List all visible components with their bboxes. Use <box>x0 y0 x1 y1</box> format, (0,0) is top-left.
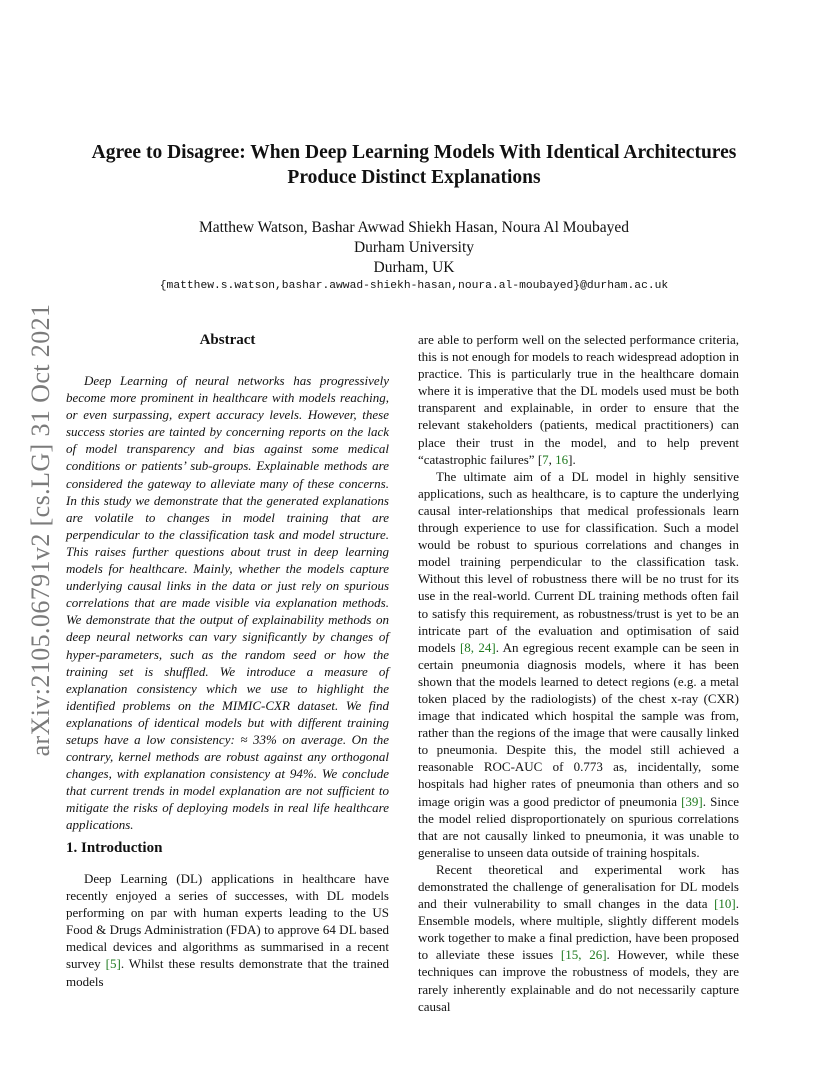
abstract-section <box>66 372 389 834</box>
right-p3-text-c: . However, while these techniques can improve the robustness of models, they are rarely inherently explainable and do not necessarily capture causal <box>418 947 739 1014</box>
paper-title-line1: Agree to Disagree: When Deep Learning Models With Identical Architectures <box>91 142 737 163</box>
author-names: Matthew Watson, Bashar Awwad Shiekh Hasan, Noura Al Moubayed <box>198 219 630 236</box>
right-p1-text-a: are able to perform well on the selected performance criteria, this is not enough for models to reach widespread adoption in practice. This is particularly true in the healthcare domain where it is imperative that the DL models used must be both transparent and explainable, in order to ensure that the relevant stakeholders (patients, medical practitioners) can place their trust in the model, and to help prevent “catastrophic failures” <box>418 332 739 467</box>
intro-paragraph-1 <box>66 870 389 990</box>
right-p1-bracket-open: [ <box>537 451 543 467</box>
right-p1-text-b: . <box>572 451 576 467</box>
paper-title-line2: Produce Distinct Explanations <box>287 167 541 188</box>
abstract-heading: Abstract <box>199 332 256 348</box>
intro-p1-text-a: Deep Learning (DL) applications in healthcare have recently enjoyed a series of successes, with DL models performing on par with human experts leading to the US Food & Drugs Administration (FDA) to approve 64 DL based medical devices and algorithms as summarised in a recent survey <box>66 871 389 972</box>
right-column <box>418 331 739 1015</box>
author-block <box>60 218 768 278</box>
abstract-text: Deep Learning of neural networks has progressively become more prominent in healthcare with models reaching, or even surpassing, expert accuracy levels. However, these success stories are tainted by concerning reports on the lack of model transparency and bias against some medical conditions or patients’ sub-groups. Explainable methods are considered the gateway to alleviate many of these concerns. In this study we demonstrate that the generated explanations are volatile to changes in model training that are perpendicular to the classification task and model structure. This raises further questions about trust in deep learning models for healthcare. Mainly, whether the models capture underlying causal links in the data or just rely on spurious correlations that are made visible via explanation methods. We demonstrate that the output of explainability methods on deep neural networks can vary significantly by changes of hyper-parameters, such as the random seed or how the training set is shuffled. We introduce a measure of explanation consistency which we use to highlight the identified problems on the MIMIC-CXR dataset. We find explanations of identical models but with different training setups have a low consistency: ≈ 33% on average. On the contrary, kernel methods are robust against any orthogonal changes, with explanation consistency at 94%. We conclude that current trends in model explanation are not sufficient to mitigate the risks of deploying models in real life healthcare applications. <box>66 373 389 833</box>
arxiv-identifier-text: arXiv:2105.06791v2 [cs.LG] 31 Oct 2021 <box>26 303 55 757</box>
right-paragraph-3 <box>418 861 739 1015</box>
right-p1-bracket-close: ] <box>568 451 573 467</box>
right-p3-text-a: Recent theoretical and experimental work has demonstrated the challenge of generalisation for DL models and their vulnerability to small changes in the data <box>418 861 739 912</box>
intro-p1-text-b: . Whilst these results demonstrate that the trained models <box>66 956 389 989</box>
right-p2-text-a: The ultimate aim of a DL model in highly sensitive applications, such as healthcare, is to capture the underlying causal inter-relationships that medical professionals learn through experience to use for classification. Such a model would be robust to spurious correlations and changes in model training perpendicular to the classification task. Without this level of robustness there will be no trust for its use in the real-world. Current DL training methods often fail to satisfy this requirement, as robustness/trust is yet to be an intricate part of the evaluation and optimisation of said models <box>418 468 739 655</box>
citation-7[interactable]: 7 <box>542 451 549 467</box>
author-affiliation: Durham University <box>353 239 475 256</box>
paper-title <box>60 140 768 190</box>
introduction-heading: 1. Introduction <box>66 840 163 856</box>
citation-39[interactable]: [39] <box>681 793 703 809</box>
citation-8-24[interactable]: [8, 24] <box>459 639 496 655</box>
introduction-left-column <box>66 870 389 990</box>
right-p2-text-c: . Since the model relied disproportionately on spurious correlations that are not causally linked to pneumonia, it was unable to generalise to unseen data outside of training hospitals. <box>418 793 739 860</box>
citation-5[interactable]: [5] <box>105 956 121 972</box>
arxiv-identifier-stamp <box>21 290 61 770</box>
right-p2-text-b: . An egregious recent example can be seen in certain pneumonia diagnosis models, where it has been shown that the models learned to detect regions (e.g. a metal token placed by the radiologists) of the chest x-ray (CXR) image that indicated which hospital the sample was from, rather than the regions of the image that were causally linked to pneumonia. Despite this, the model still achieved a reasonable ROC-AUC of 0.773 as, incidentally, some hospitals had higher rates of pneumonia than others and so image origin was a good predictor of pneumonia <box>418 639 739 809</box>
right-p3-text-b: . Ensemble models, where multiple, slightly different models work together to make a final prediction, have been proposed to alleviate these issues <box>418 896 739 963</box>
author-location: Durham, UK <box>373 259 455 276</box>
citation-16[interactable]: 16 <box>555 451 569 467</box>
right-paragraph-2 <box>418 468 739 861</box>
author-emails: {matthew.s.watson,bashar.awwad-shiekh-hasan,noura.al-moubayed}@durham.ac.uk <box>159 280 669 292</box>
citation-10[interactable]: [10] <box>714 896 736 912</box>
right-paragraph-1 <box>418 331 739 468</box>
right-p1-separator: , <box>548 451 556 467</box>
citation-15-26[interactable]: [15, 26] <box>560 947 607 963</box>
